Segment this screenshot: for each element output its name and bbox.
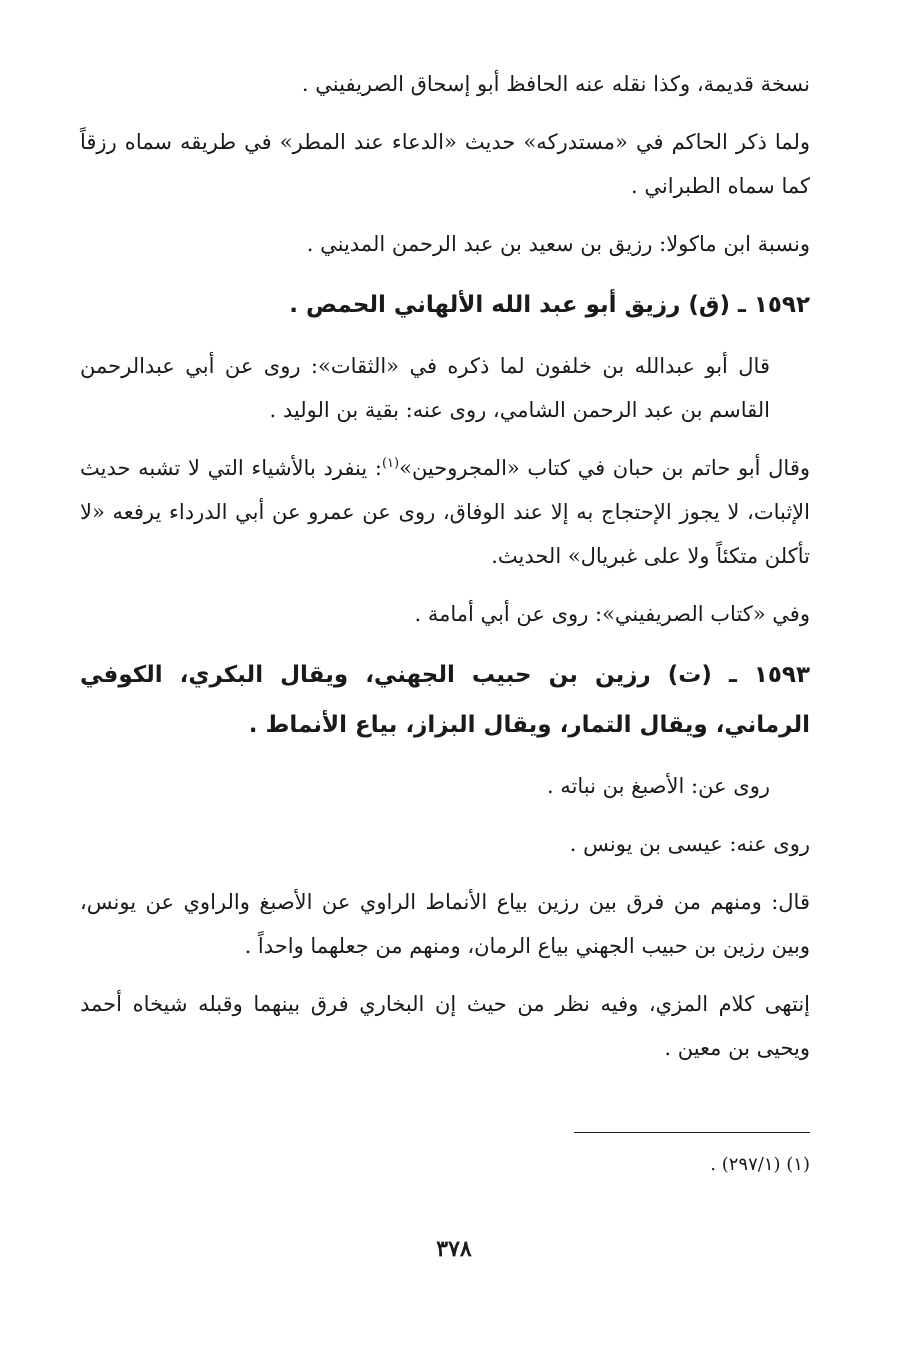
paragraph-5 [80,446,810,578]
entry-heading-1592: ١٥٩٢ ـ (ق) رزيق أبو عبد الله الألهاني الحمص . [289,292,810,318]
paragraph-9: قال: ومنهم من فرق بين رزين بياع الأنماط الراوي عن الأصبغ والراوي عن يونس، وبين رزين بن حبيب الجهني بياع الرمان، ومنهم من جعلهما واحداً . [80,890,810,958]
footnote: (١) (٢٩٧/١) . [710,1154,810,1175]
paragraph-2: ولما ذكر الحاكم في «مستدركه» حديث «الدعاء عند المطر» في طريقه سماه رزقاً كما سماه الطبراني . [80,130,810,198]
paragraph-5-start: وقال أبو حاتم بن حبان في كتاب «المجروحين» [399,456,810,480]
page-number: ٣٧٨ [436,1236,472,1262]
paragraph-8: روى عنه: عيسى بن يونس . [569,832,810,856]
paragraph-3: ونسبة ابن ماكولا: رزيق بن سعيد بن عبد الرحمن المديني . [306,232,810,256]
page-body [80,62,810,1084]
paragraph-1: نسخة قديمة، وكذا نقله عنه الحافظ أبو إسحاق الصريفيني . [301,72,810,96]
entry-heading-1593: ١٥٩٣ ـ (ت) رزين بن حبيب الجهني، ويقال البكري، الكوفي الرماني، ويقال التمار، ويقال البزاز، بياع الأنماط . [80,662,810,738]
paragraph-7: روى عن: الأصبغ بن نباته . [546,774,770,798]
footnote-marker[interactable]: (١) [381,456,400,471]
paragraph-5-end: : ينفرد بالأشياء التي لا تشبه حديث الإثبات، لا يجوز الإحتجاج به إلا عند الوفاق، روى عن عمرو عن أبي الدرداء يرفعه «لا تأكلن متكئاً ولا على غبريال» الحديث. [80,456,810,568]
footnote-divider [574,1132,810,1133]
paragraph-10: إنتهى كلام المزي، وفيه نظر من حيث إن البخاري فرق بينهما وقبله شيخاه أحمد ويحيى بن معين . [80,992,810,1060]
paragraph-4: قال أبو عبدالله بن خلفون لما ذكره في «الثقات»: روى عن أبي عبدالرحمن القاسم بن عبد الرحمن الشامي، روى عنه: بقية بن الوليد . [80,354,770,422]
paragraph-6: وفي «كتاب الصريفيني»: روى عن أبي أمامة . [414,602,810,626]
